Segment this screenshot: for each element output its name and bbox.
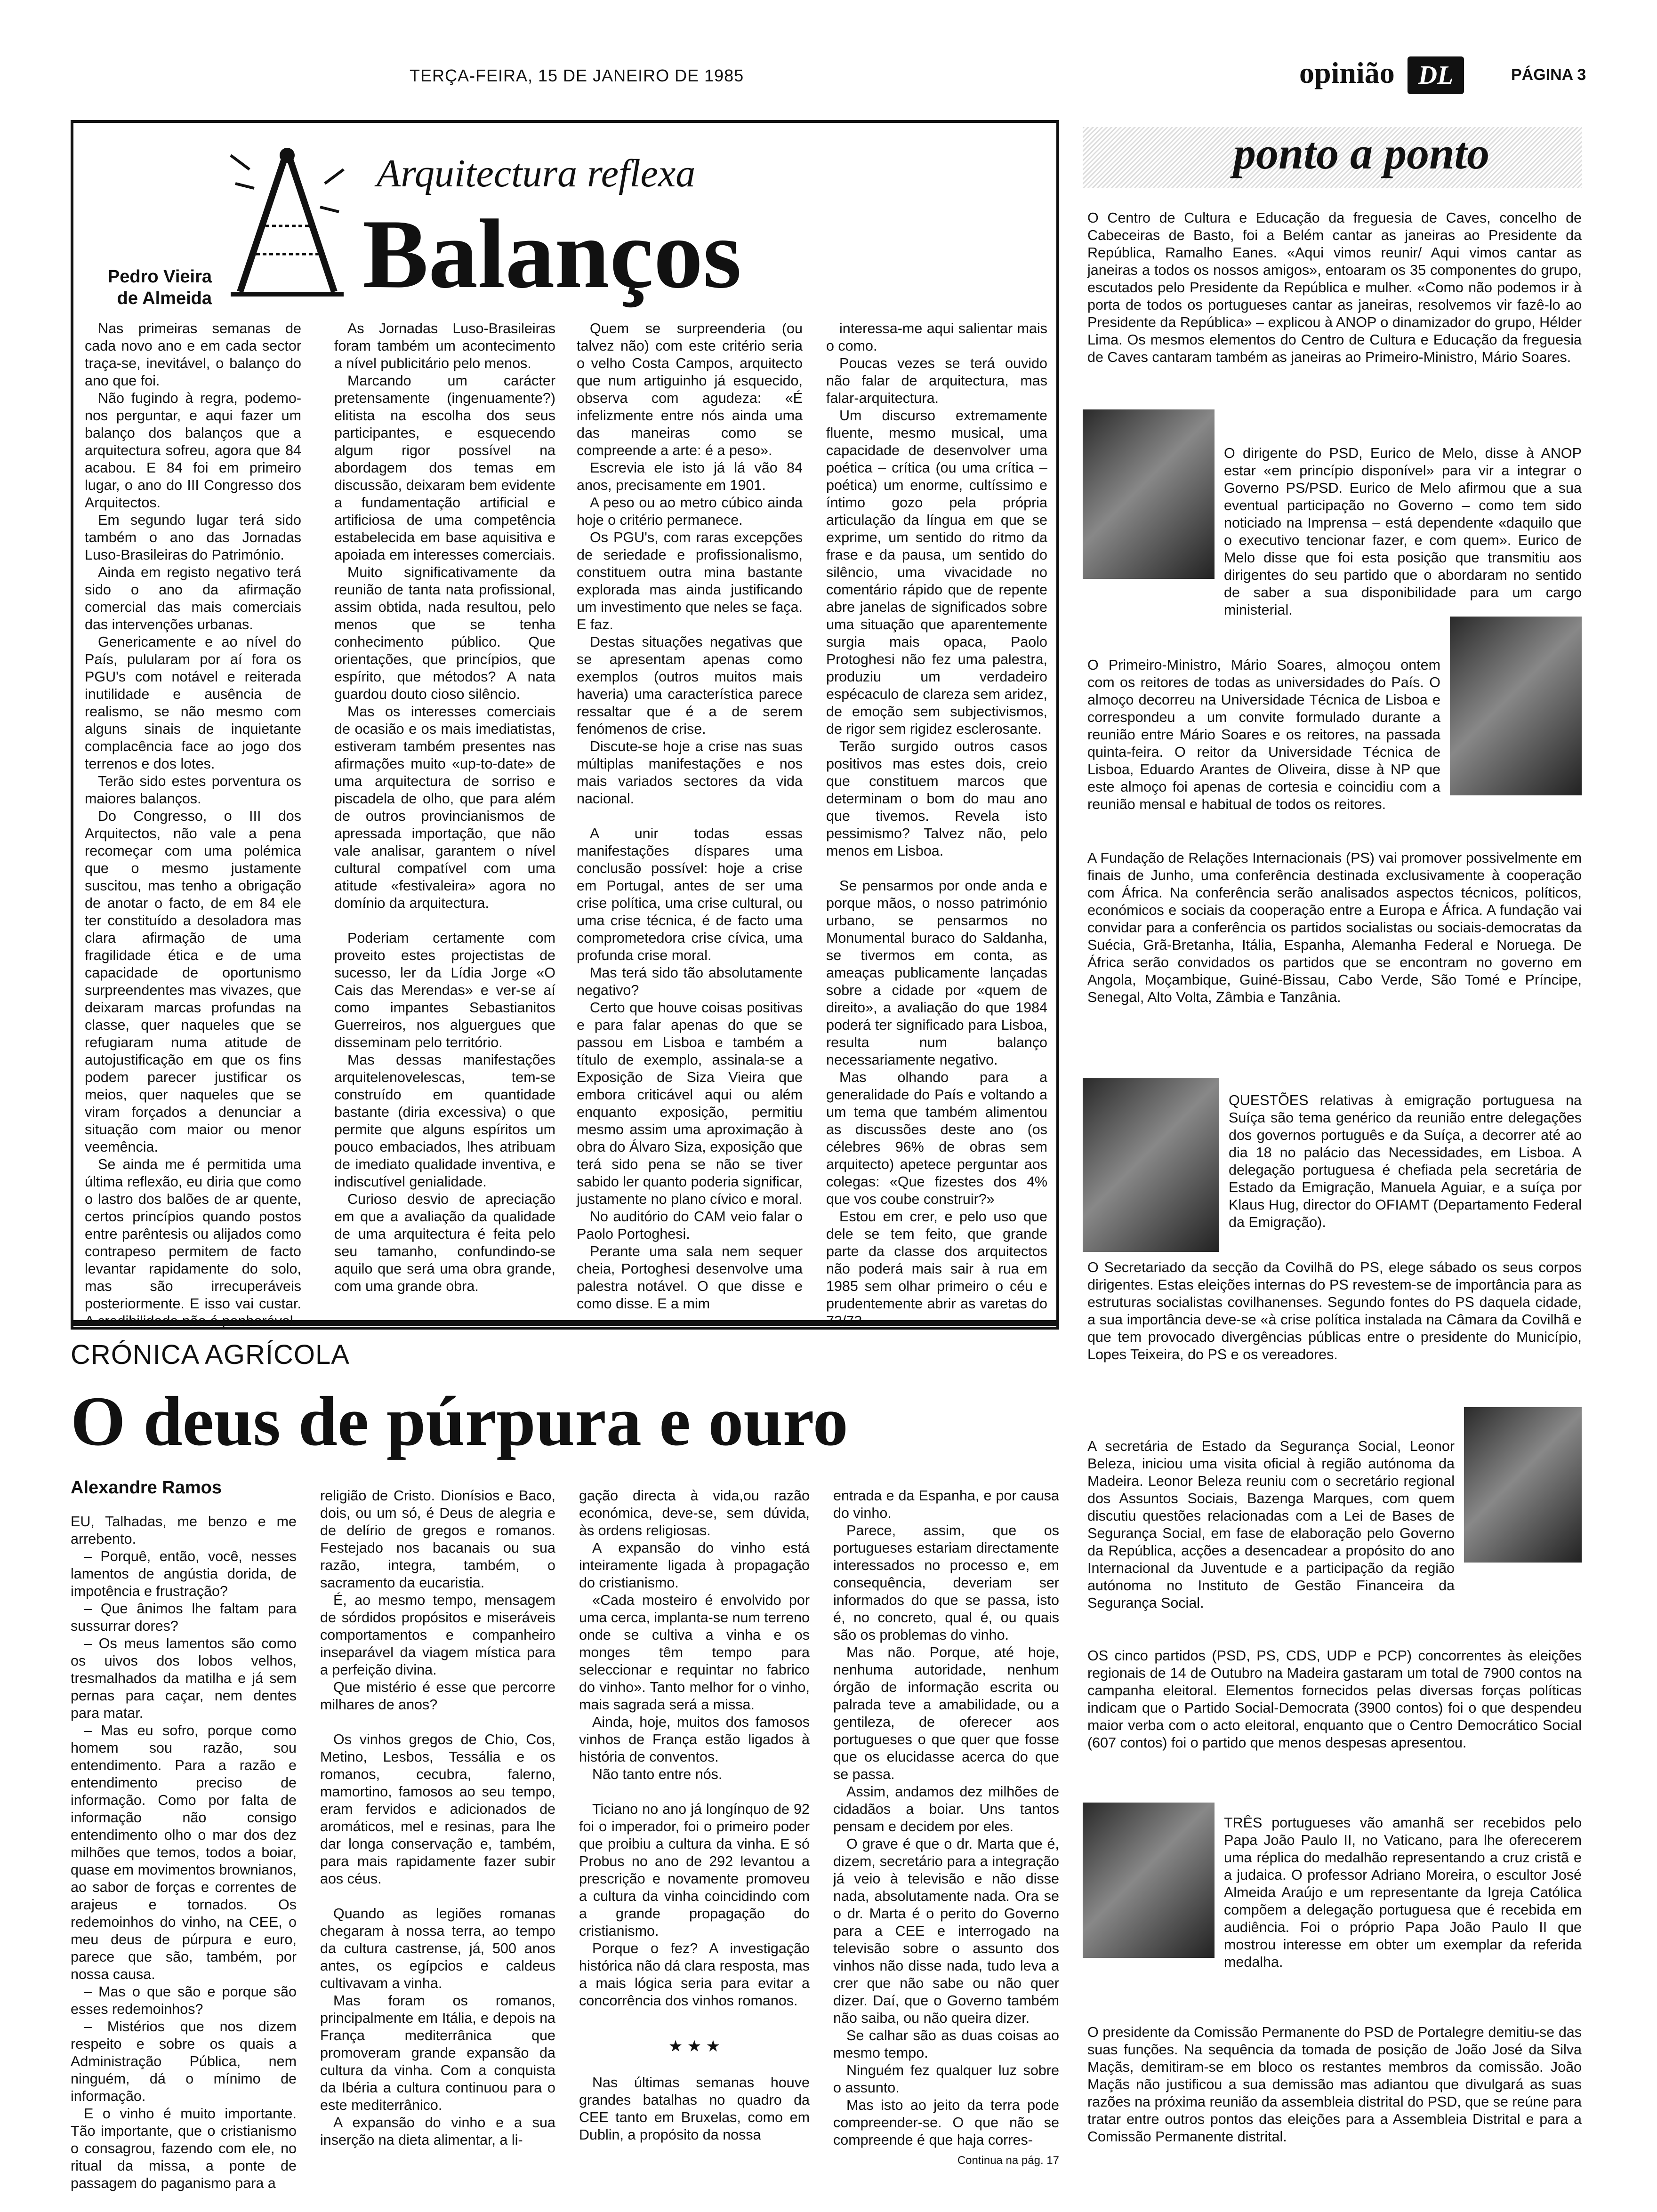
article-author <box>89 266 212 309</box>
paragraph: Ninguém fez qualquer luz sobre o assunto. <box>833 2062 1059 2096</box>
paragraph: interessa-me aqui salientar mais o como. <box>826 321 1047 354</box>
paragraph: religião de Cristo. Dionísios e Baco, dois, ou um só, é Deus de alegria e de delírio de gregos e romanos. Festejado nos bacanais ou sua razão, integra, também, o sacramento da eucaristia. <box>320 1488 555 1591</box>
article-illustration <box>221 141 353 306</box>
brief-text: A Fundação de Relações Internacionais (PS) vai promover possivelmente em finais de Junho, uma conferência destinada exclusivamente à cooperação com África. Na conferência serão analisados aspectos técnicos, políticos, económicos e sociais da cooperação entre a Europa e África. A fundação vai convidar para a conferência os partidos socialistas ou sociais-democratas da Suécia, Grã-Bretanha, Itália, Espanha, Alemanha Federal e Noruega. De África serão convidados os partidos que se encontram no governo em Angola, Moçambique, Guiné-Bissau, Cabo Verde, São Tomé e Príncipe, Senegal, Alto Volta, Zâmbia e Tanzânia. <box>1087 850 1582 1005</box>
brief-5 <box>1229 1092 1582 1231</box>
paragraph: Poderiam certamente com proveito estes projectistas de sucesso, ler da Lídia Jorge «O Cais das Merendas» e ver-se aí como impantes Sebastianitos Guerreiros, nos alguergues que disseminam pelo território. <box>334 930 555 1050</box>
brief-3 <box>1087 657 1440 813</box>
photo-eurico-de-melo <box>1083 409 1215 579</box>
paragraph: Se calhar são as duas coisas ao mesmo tempo. <box>833 2028 1059 2061</box>
brief-text: QUESTÕES relativas à emigração portuguesa na Suíça são tema genérico da reunião entre delegações dos governos português e da Suíça, a decorrer até ao dia 18 no palácio das Necessidades, em Lisboa. A delegação portuguesa é chefiada pela secretária de Estado da Emigração, Manuela Aguiar, e a suíça por Klaus Hug, director do OFIAMT (Departamento Federal da Emigração). <box>1229 1092 1582 1230</box>
brief-text: OS cinco partidos (PSD, PS, CDS, UDP e PCP) concorrentes às eleições regionais de 14 de Outubro na Madeira gastaram um total de 7900 contos na campanha eleitoral. Elementos fornecidos pelas diversas forças políticas indicam que o Partido Social-Democrata (3900 contos) foi o que despendeu maior verba com o acto eleitoral, enquanto que o Centro Democrático Social (607 contos) foi o partido que menos despesas apresentou. <box>1087 1648 1582 1751</box>
paragraph: entrada e da Espanha, e por causa do vinho. <box>833 1488 1059 1521</box>
brief-1 <box>1087 209 1582 366</box>
paragraph: A unir todas essas manifestações díspares uma conclusão possível: hoje a crise em Portugal, antes de ser uma crise política, uma crise cultural, ou uma crise técnica, é de facto uma comprometedora crise cívica, uma profunda crise moral. <box>577 825 803 963</box>
paragraph: Do Congresso, o III dos Arquitectos, não vale a pena recomeçar com uma polémica que o mesmo justamente suscitou, mas tenho a obrigação de anotar o facto, de em 84 ele ter constituído a desoladora mas clara afirmação de uma fragilidade ética e de uma capacidade de oportunismo surpreendentes mas vivazes, que deixaram marcas profundas na classe, quer naqueles que se refugiaram numa atitude de autojustificação em que os fins podem parecer justificar os meios, quer naqueles que se viram forçados a denunciar a situação com maior ou menor veemência. <box>85 808 301 1155</box>
paragraph: Não tanto entre nós. <box>592 1766 723 1782</box>
paragraph: Destas situações negativas que se apresentam apenas como exemplos (outros muitos mais haveria) uma característica parece ressaltar que é a de serem fenómenos de crise. <box>577 634 803 737</box>
photo-adriano-moreira <box>1083 1803 1215 1958</box>
paragraph: O grave é que o dr. Marta que é, dizem, secretário para a integração já veio à televisão e não disse nada, absolutamente nada. Ora se o dr. Marta é o perito do Governo para a CEE e interrogado na televisão sobre o assunto dos vinhos não disse nada, tudo leva a crer que não sabe ou não quer dizer. Daí, que o Governo também não saiba, ou não queira dizer. <box>833 1836 1059 2026</box>
paragraph: Marcando um carácter pretensamente (ingenuamente?) elitista na escolha dos seus participantes, e esquecendo algum rigor possível na abordagem dos temas em discussão, deixaram bem evidente a fundamentação artificial e artificiosa de uma competência estabelecida em base aquisitiva e apoiada em interesses comerciais. <box>334 373 555 563</box>
article2-author: Alexandre Ramos <box>71 1478 222 1498</box>
paragraph: Terão surgido outros casos positivos mas estes dois, creio que constituem marcos que determinam o bom do mau ano que tivemos. Revela isto pessimismo? Talvez não, pelo menos em Lisboa. <box>826 738 1047 859</box>
paragraph: Ainda, hoje, muitos dos famosos vinhos de França estão ligados à história de conventos. <box>579 1714 810 1765</box>
brief-4 <box>1087 850 1582 1006</box>
paragraph: Escrevia ele isto já lá vão 84 anos, precisamente em 1901. <box>577 460 803 493</box>
sidebar-heading: ponto a ponto <box>1233 128 1490 178</box>
paragraph: Mas os interesses comerciais de ocasião e os mais imediatistas, estiveram também presentes nas afirmações muito «up-to-date» de uma arquitectura de sorriso e piscadela de olho, que para além de outros provincianismos de apressada importação, que não vale analisar, garantem o nível cultural compatível com uma atitude «festivaleira» agora no domínio da arquitectura. <box>334 704 555 911</box>
paragraph: gação directa à vida,ou razão económica, deve-se, sem dúvida, às ordens religiosas. <box>579 1488 810 1539</box>
paragraph: Não fugindo à regra, podemo-nos perguntar, e aqui fazer um balanço dos balanços que a arquitectura sofreu, agora que 84 acabou. E 84 foi em primeiro lugar, o ano do III Congresso dos Arquitectos. <box>85 390 301 511</box>
brief-text: O presidente da Comissão Permanente do PSD de Portalegre demitiu-se das suas funções. Na sequência da tomada de posição de João José da Silva Maçãs, demitiram-se em bloco os restantes membros da comissão. João Maçãs não justificou a sua demissão mas adiantou que divulgará as suas razões na próxima reunião da assembleia distrital do PSD, que se reúne para tratar entre outros pontos das eleições para a Assembleia Distrital e para a Comissão Permanente distrital. <box>1087 2024 1582 2145</box>
paragraph: Mas terá sido tão absolutamente negativo? <box>577 965 803 998</box>
compass-drawing-icon <box>221 141 353 306</box>
paragraph: Perante uma sala nem sequer cheia, Portoghesi desenvolve uma palestra notável. O que disse e como disse. E a mim <box>577 1243 803 1312</box>
paragraph: Terão sido estes porventura os maiores balanços. <box>85 773 301 807</box>
paragraph: – Os meus lamentos são como os uivos dos lobos velhos, tresmalhados da matilha e já sem pernas para caçar, nem dentes para matar. <box>71 1635 297 1721</box>
newspaper-logo <box>1408 56 1464 94</box>
article2-column-2 <box>320 1487 555 2149</box>
photo-manuela-aguiar <box>1083 1078 1219 1252</box>
paragraph: – Porquê, então, você, nesses lamentos de angústia dorida, de impotência e frustração? <box>71 1548 297 1599</box>
paragraph: EU, Talhadas, me benzo e me arrebento. <box>71 1514 297 1547</box>
section-name: opinião <box>1299 56 1395 89</box>
paragraph: Assim, andamos dez milhões de cidadãos a boiar. Uns tantos pensam e decidem por eles. <box>833 1784 1059 1835</box>
paragraph: Mas não. Porque, até hoje, nenhuma autoridade, nenhum órgão de informação escrita ou palrada teve a amabilidade, ou a gentileza, de oferecer aos portugueses o que quer que fosse que os elucidasse acerca do que se passa. <box>833 1644 1059 1782</box>
article2-column-3 <box>579 1487 810 2144</box>
paragraph: Discute-se hoje a crise nas suas múltiplas manifestações e nos mais variados sectores da vida nacional. <box>577 738 803 807</box>
paragraph: – Que ânimos lhe faltam para sussurrar dores? <box>71 1601 297 1634</box>
paragraph: Muito significativamente da reunião de tanta nata profissional, assim obtida, nada resultou, pelo menos que se tenha conhecimento público. Que orientações, que princípios, que espírito, que métodos? A nata guardou douto cioso silêncio. <box>334 564 555 702</box>
author-second-line: de Almeida <box>117 289 212 308</box>
paragraph: A peso ou ao metro cúbico ainda hoje o critério permanece. <box>577 495 803 528</box>
paragraph: Se pensarmos por onde anda e porque mãos, o nosso património urbano, se pensarmos no Monumental buraco do Saldanha, se tivermos em conta, as ameaças publicamente lançadas sobre a cidade por «quem de direito», a avaliação do que 1984 poderá ter significado para Lisboa, resulta num balanço necessariamente negativo. <box>826 878 1047 1068</box>
logo-letters: DL <box>1418 61 1454 90</box>
brief-text: O Secretariado da secção da Covilhã do PS, elege sábado os seus corpos dirigentes. Estas eleições internas do PS revestem-se de importância para as estruturas socialistas covilhanenses. Segundo fontes do PS daquela cidade, a sua importância deve-se «à crise política instalada na Câmara da Covilhã e que tem provocado divergências públicas entre o presidente do Município, Lopes Teixeira, do PS e os vereadores. <box>1087 1259 1582 1362</box>
brief-text: O dirigente do PSD, Eurico de Melo, disse à ANOP estar «em princípio disponível» para vir a integrar o Governo PS/PSD. Eurico de Melo afirmou que a sua eventual participação no Governo – como tem sido noticiado na Imprensa – está dependente «daquilo que o executivo tencionar fazer, e com quem». Eurico de Melo disse que foi esta posição que transmitiu aos dirigentes do seu partido que o abordaram no sentido de saber a sua disponibilidade para um cargo ministerial. <box>1224 445 1582 618</box>
brief-10 <box>1087 2024 1582 2146</box>
brief-text: O Primeiro-Ministro, Mário Soares, almoçou ontem com os reitores de todas as universidades do País. O almoço decorreu na Universidade Técnica de Lisboa e correspondeu a um convite formulado durante a reunião entre Mário Soares e os reitores, na passada quinta-feira. O reitor da Universidade Técnica de Lisboa, Eduardo Arantes de Oliveira, disse à NP que este almoço foi apenas de cortesia e coincidiu com a reunião mensal e habitual de todos os reitores. <box>1087 657 1440 812</box>
paragraph: – Mistérios que nos dizem respeito e sobre os quais a Administração Pública, nem ninguém, dá o mínimo de informação. <box>71 2019 297 2104</box>
paragraph: E o vinho é muito importante. Tão importante, que o cristianismo o consagrou, fazendo com ele, no ritual da missa, a ponte de passagem do paganismo para a <box>71 2106 297 2191</box>
issue-date: TERÇA-FEIRA, 15 DE JANEIRO DE 1985 <box>410 66 744 85</box>
paragraph: Estou em crer, e pelo uso que dele se tem feito, que grande parte da classe dos arquitectos não poderá mais sair à rua em 1985 sem olhar primeiro o céu e prudentemente abrir as varetas do 73/73. <box>826 1209 1047 1329</box>
brief-8 <box>1087 1647 1582 1752</box>
article2-column-4 <box>833 1487 1059 2169</box>
paragraph: Mas isto ao jeito da terra pode compreender-se. O que não se compreende é que haja corres- <box>833 2097 1059 2148</box>
brief-6 <box>1087 1259 1582 1363</box>
article1-column-1 <box>85 320 301 1330</box>
paragraph: – Mas eu sofro, porque como homem sou razão, sou entendimento. Para a razão e entendimento preciso de informação. Como por falta de informação não consigo entendimento olho o mar dos dez milhões que temos, todos a boiar, quase em movimentos brownianos, ao sabor de forças e correntes de arajeus e tornados. Os redemoinhos do vinho, na CEE, o meu deus de púrpura e euro, parece que são, também, por nossa causa. <box>71 1723 297 1982</box>
paragraph: Se ainda me é permitida uma última reflexão, eu diria que como o lastro dos balões de ar quente, certos princípios quando postos entre parêntesis ou alijados como contrapeso permitem de facto levantar rapidamente do solo, mas são irrecuperáveis posteriormente. E isso vai custar. A credibilidade não é penhorável. <box>85 1156 301 1329</box>
paragraph: A expansão do vinho está inteiramente ligada à propagação do cristianismo. <box>579 1540 810 1591</box>
article-kicker: Arquitectura reflexa <box>377 152 696 195</box>
paragraph: Poucas vezes se terá ouvido não falar de arquitectura, mas falar-arquitectura. <box>826 355 1047 406</box>
paragraph: Certo que houve coisas positivas e para falar apenas do que se passou em Lisboa e também a título de exemplo, assinala-se a Exposição de Siza Vieira que embora criticável aqui ou além enquanto exposição, permitiu mesmo assim uma aproximação à obra do Álvaro Siza, exposição que terá sido pena se não se tiver sabido ler quanto poderia significar, justamente no plano cívico e moral. <box>577 1000 803 1207</box>
paragraph: Quando as legiões romanas chegaram à nossa terra, ao tempo da cultura castrense, já, 500 anos antes, os egípcios e caldeus cultivavam a vinha. <box>320 1906 555 1991</box>
brief-7 <box>1087 1438 1455 1612</box>
brief-text: TRÊS portugueses vão amanhã ser recebidos pelo Papa João Paulo II, no Vaticano, para lhe oferecerem uma réplica do medalhão representando a cruz cristã e a judaica. O professor Adriano Moreira, o escultor José Almeida Araújo e um representante da Igreja Católica compõem a delegação portuguesa que é recebida em audiência. Foi o próprio Papa João Paulo II que mostrou interesse em obter um exemplar da referida medalha. <box>1224 1815 1582 1970</box>
paragraph: A expansão do vinho e a sua inserção na dieta alimentar, a li- <box>320 2115 555 2148</box>
photo-leonor-beleza <box>1464 1407 1582 1563</box>
paragraph: Parece, assim, que os portugueses estariam directamente interessados no processo e, em consequência, deveriam ser informados do que se passa, isto é, no concreto, qual é, ou quais são os problemas do vinho. <box>833 1523 1059 1643</box>
paragraph: Nas primeiras semanas de cada novo ano e em cada sector traça-se, inevitável, o balanço do ano que foi. <box>85 321 301 389</box>
article2-column-1 <box>71 1513 297 2192</box>
continuation-note: Continua na pág. 17 <box>957 2154 1059 2167</box>
paragraph: Quem se surpreenderia (ou talvez não) com este critério seria o velho Costa Campos, arquitecto que num artiguinho já esquecido, observa com agudeza: «É infelizmente entre nós ainda uma das maneiras como se compreende a arte: é a peso». <box>577 321 803 458</box>
section-label: CRÓNICA AGRÍCOLA <box>71 1339 350 1370</box>
brief-2 <box>1224 445 1582 619</box>
paragraph: Ainda em registo negativo terá sido o ano da afirmação comercial das mais comerciais das intervenções urbanas. <box>85 564 301 633</box>
paragraph: Curioso desvio de apreciação em que a avaliação da qualidade de uma arquitectura é feita pelo seu tamanho, confundindo-se aquilo que será uma obra grande, com uma grande obra. <box>334 1191 555 1294</box>
paragraph: Em segundo lugar terá sido também o ano das Jornadas Luso-Brasileiras do Património. <box>85 512 301 563</box>
article1-column-4 <box>826 320 1047 1330</box>
paragraph: Mas foram os romanos, principalmente em Itália, e depois na França mediterrânica que promoveram grande expansão da cultura da vinha. Com a conquista da Ibéria a cultura continuou para o este mediterrânico. <box>320 1993 555 2113</box>
paragraph: Nas últimas semanas houve grandes batalhas no quadro da CEE tanto em Bruxelas, como em Dublin, a propósito da nossa <box>579 2075 810 2143</box>
paragraph: Ticiano no ano já longínquo de 92 foi o imperador, foi o primeiro poder que proibiu a cultura da vinha. E só Probus no ano de 292 levantou a prescrição e novamente promoveu a cultura da vinha coincidindo com a grande propagação do cristianismo. <box>579 1801 810 1939</box>
paragraph: Os PGU's, com raras excepções de seriedade e profissionalismo, constituem outra mina bastante explorada mas ainda justificando um investimento que neles se faça. E faz. <box>577 529 803 633</box>
paragraph: Mas dessas manifestações arquitelenovelescas, tem-se construído em quantidade bastante (diria excessiva) o que permite que alguns espíritos um pouco embaciados, lhes atribuam de imediato qualidade inventiva, e indiscutível genialidade. <box>334 1052 555 1190</box>
photo-eduardo-arantes <box>1450 617 1582 795</box>
article-title: Balanços <box>362 200 742 309</box>
article1-column-2 <box>334 320 555 1295</box>
paragraph: Mas olhando para a generalidade do País e voltando a um tema que também alimentou as discussões deste ano (os célebres 96% de obras sem arquitecto) apetece perguntar aos colegas: «Que fizestes dos 4% que vos coube construir?» <box>826 1069 1047 1207</box>
paragraph: Um discurso extremamente fluente, mesmo musical, uma capacidade de desenvolver uma poética – crítica (ou uma crítica – poética) um enorme, cultíssimo e íntimo gozo pela própria articulação da língua em que se exprime, um sentido do ritmo da frase e da pausa, um sentido do silêncio, uma vivacidade no comentário rápido que de repente abre janelas de significados sobre uma situação que aparentemente surgia mais opaca, Paolo Protoghesi não fez uma palestra, produziu um verdadeiro espécaculo de clareza sem aridez, de emoção sem subjectivismos, de rigor sem rigidez esclerosante. <box>826 408 1047 737</box>
paragraph: No auditório do CAM veio falar o Paolo Portoghesi. <box>577 1209 803 1242</box>
paragraph: As Jornadas Luso-Brasileiras foram também um acontecimento a nível publicitário pelo menos. <box>334 321 555 371</box>
paragraph: Genericamente e ao nível do País, pulularam por aí fora os PGU's com notável e reiterada inutilidade e ausência de realismo, se não mesmo com alguns sinais de inquietante complacência face ao jogo dos terrenos e dos lotes. <box>85 634 301 772</box>
page-number: PÁGINA 3 <box>1511 66 1586 84</box>
paragraph: Os vinhos gregos de Chio, Cos, Metino, Lesbos, Tessália e os romanos, cecubra, falerno, mamortino, famosos ao seu tempo, eram fervidos e adicionados de aromáticos, mel e resinas, para lhe dar longa conservação e, também, para mais rapidamente fazer subir aos céus. <box>320 1731 555 1887</box>
paragraph: É, ao mesmo tempo, mensagem de sórdidos propósitos e miseráveis comportamentos e companheiro inseparável da viagem mística para a perfeição divina. <box>320 1592 555 1678</box>
paragraph: – Mas o que são e porque são esses redemoinhos? <box>71 1984 297 2017</box>
brief-text: O Centro de Cultura e Educação da freguesia de Caves, concelho de Cabeceiras de Basto, foi a Belém cantar as janeiras ao Presidente da República, Ramalho Eanes. «Aqui vimos reunir/ Aqui vimos cantar as janeiras a todos os nossos amigos», entoaram os 35 componentes do grupo, escutados pelo Presidente da República e mulher. «Como não podemos ir à porta de todos os portugueses cantar as janeiras, resolvemos vir fazê-lo ao Presidente da República» – explicou à ANOP o dinamizador do grupo, Hélder Lima. Os mesmos elementos do Centro de Cultura e Educação da freguesia de Caves cantaram também as janeiras ao Primeiro-Ministro, Mário Soares. <box>1087 210 1582 365</box>
author-first-line: Pedro Vieira <box>107 267 212 287</box>
paragraph: Que mistério é esse que percorre milhares de anos? <box>320 1679 555 1713</box>
article1-column-3 <box>577 320 803 1313</box>
brief-9 <box>1224 1814 1582 1971</box>
paragraph: Porque o fez? A investigação histórica não dá clara resposta, mas a mais lógica seria para evitar a concorrência dos vinhos romanos. <box>579 1940 810 2009</box>
article2-title: O deus de púrpura e ouro <box>71 1382 848 1460</box>
brief-text: A secretária de Estado da Segurança Social, Leonor Beleza, iniciou uma visita oficial à região autónoma da Madeira. Leonor Beleza reuniu com o secretário regional dos Assuntos Sociais, Bazenga Marques, com quem discutiu questões relacionadas com a Lei de Bases de Segurança Social, em fase de elaboração pelo Governo da República, acções a desencadear a propósito do ano Internacional da Juventude e a participação da região autónoma no Instituto de Gestão Financeira da Segurança Social. <box>1087 1438 1455 1611</box>
section-stars: ★ ★ ★ <box>668 2037 721 2055</box>
paragraph: «Cada mosteiro é envolvido por uma cerca, implanta-se num terreno onde se cultiva a vinha e os monges têm tempo para seleccionar e requintar no fabrico do vinho». Tanto melhor for o vinho, mais sagrada será a missa. <box>579 1592 810 1713</box>
